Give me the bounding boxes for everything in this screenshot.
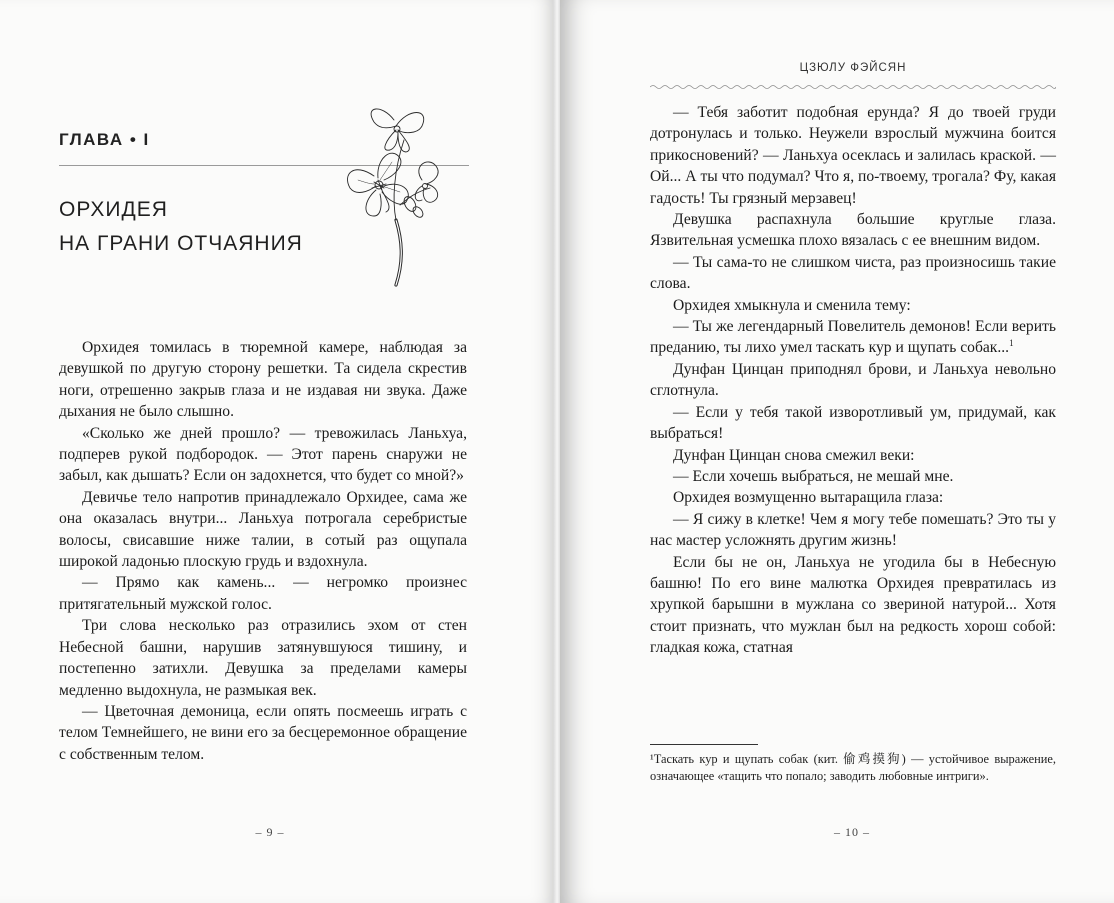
paragraph: — Ты сама-то не слишком чиста, раз произносишь такие слова.: [650, 253, 1056, 293]
paragraph: Орхидея хмыкнула и сменила тему:: [673, 296, 911, 314]
paragraph: Девичье тело напротив принадлежало Орхидее, сама же она оказалась внутри... Ланьхуа потрогала серебристые волосы, свисавшие ниже талии, в сотый раз ощупала широкой ладонью плоскую грудь и вздохнула.: [59, 488, 467, 571]
chapter-title: [59, 193, 303, 261]
paragraph: Дунфан Цинцан снова смежил веки:: [673, 446, 915, 464]
orchid-illustration: [334, 100, 444, 290]
paragraph-with-footnote: [650, 316, 1056, 359]
paragraph: Орхидея возмущенно вытаращила глаза:: [673, 489, 944, 507]
paragraph: — Я сижу в клетке! Чем я могу тебе помешать? Это ты у нас мастер усложнять другим жизнь!: [650, 510, 1056, 550]
chapter-title-line-1: ОРХИДЕЯ: [59, 198, 168, 221]
paragraph: — Если у тебя такой изворотливый ум, придумай, как выбраться!: [650, 403, 1056, 443]
page-number-left: – 9 –: [255, 825, 285, 839]
paragraph: Три слова несколько раз отразились эхом от стен Небесной башни, нарушив затянувшуюся тишину, и постепенно затихли. Девушка за пределами камеры медленно выдохнула, не размыкая век.: [59, 617, 467, 699]
page-number-right: – 10 –: [834, 825, 870, 839]
chapter-label: ГЛАВА • I: [59, 130, 150, 149]
paragraph: — Тебя заботит подобная ерунда? Я до твоей груди дотронулась и только. Неужели взрослый мужчина боится прикосновений? — Ланьхуа осеклась и залилась краской. — Ой... А ты что подумал? Что я, по-твоему, трогала? Фу, какая гадость! Ты грязный мерзавец!: [650, 104, 1056, 207]
paragraph: «Сколько же дней прошло? — тревожилась Ланьхуа, подперев рукой подбородок. — Этот парень снаружи не забыл, как дышать? Если он задохнется, что будет со мной?»: [59, 424, 467, 485]
paragraph: — Цветочная демоница, если опять посмеешь играть с телом Темнейшего, не вини его за бесцеремонное обращение с собственным телом.: [59, 702, 467, 763]
paragraph: Девушка распахнула большие круглые глаза. Язвительная усмешка плохо вязалась с ее внешним видом.: [650, 211, 1056, 250]
paragraph: Дунфан Цинцан приподнял брови, и Ланьхуа невольно сглотнула.: [650, 360, 1056, 400]
left-page: [0, 0, 556, 903]
footnote-marker[interactable]: 1: [1009, 338, 1014, 349]
body-text-left: [59, 337, 467, 765]
running-head-rule: [650, 84, 1056, 90]
footnote: ¹Таскать кур и щупать собак (кит. 偷鸡摸狗) — устойчивое выражение, означающее «тащить что попало; заводить любовные интриги».: [650, 752, 1056, 783]
chapter-title-line-2: НА ГРАНИ ОТЧАЯНИЯ: [59, 232, 303, 255]
paragraph: Орхидея томилась в тюремной камере, наблюдая за девушкой по другую сторону решетки. Та сидела скрестив ноги, отрешенно закрыв глаза и не издавая ни звука. Даже дыхания не было слышно.: [59, 339, 467, 421]
body-text-right: [650, 102, 1056, 659]
paragraph: — Прямо как камень... — негромко произнес притягательный мужской голос.: [59, 574, 467, 613]
footnote-divider: [650, 744, 758, 745]
running-head: ЦЗЮЛУ ФЭЙСЯН: [799, 62, 907, 74]
paragraph: — Если хочешь выбраться, не мешай мне.: [673, 467, 954, 485]
paragraph-text: — Ты же легендарный Повелитель демонов! Если верить преданию, ты лихо умел таскать кур и щупать собак...: [650, 318, 1056, 357]
paragraph: Если бы не он, Ланьхуа не угодила бы в Небесную башню! По его вине малютка Орхидея превратилась из хрупкой барышни в мужлана со звериной натурой... Хотя стоит признать, что мужлан был на редкость хорош собой: гладкая кожа, статная: [650, 553, 1056, 657]
